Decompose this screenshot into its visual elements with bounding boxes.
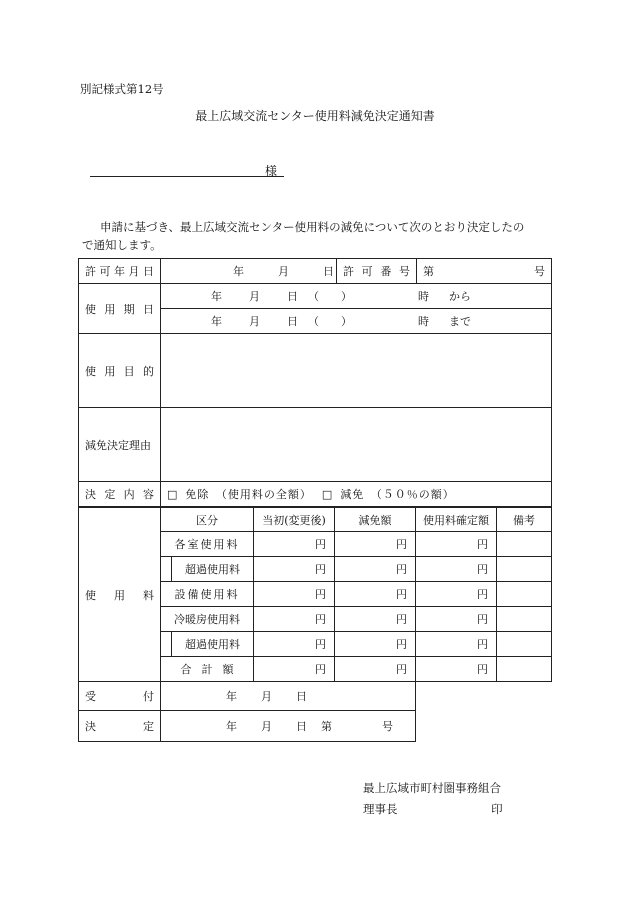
decision-option-exempt-checkbox[interactable]: □ [167,487,178,501]
fee-header-category: 区分 [161,508,254,532]
addressee-honorific: 様 [265,164,278,178]
document-title: 最上広域交流センター使用料減免決定通知書 [195,109,435,123]
permit-date-label [79,259,161,284]
fee-row-remarks [497,582,552,607]
issuer-block [363,778,503,820]
fee-row-category: 設備使用料 [161,582,254,607]
form-number: 別記様式第12号 [80,82,164,96]
receipt-table [78,681,416,742]
period-label: 使 用 期 日 [79,284,161,334]
decided-value: 年 月 日 第 号 [161,711,416,742]
reason-value [161,408,552,482]
notice-table-upper [78,258,552,507]
period-row-2: 年 月 日 （ ） 時 まで [161,309,552,334]
issuer-role: 理事長 [363,802,398,816]
issuer-org: 最上広域市町村圏事務組合 [363,781,501,795]
decided-label: 決 定 [79,711,161,742]
reason-label: 減免決定理由 [79,408,161,482]
fee-row-remarks [497,657,552,682]
fee-row-category: 冷暖房使用料 [161,607,254,632]
purpose-value [161,334,552,408]
decision-option-exempt: 免除 （使用料の全額） [185,488,312,501]
fee-total-label: 合計額 [161,657,254,682]
decision-label: 決 定 内 容 [79,482,161,507]
permit-no-label: 許 可 番 号 [337,259,417,284]
purpose-label: 使 用 目 的 [79,334,161,408]
addressee-name-line [90,176,284,177]
fee-row-remarks [497,607,552,632]
permit-date-value: 年 月 日 [161,259,337,284]
fee-header-remarks: 備考 [497,508,552,532]
fee-row-remarks [497,632,552,657]
fee-row-category: 超過使用料 [171,632,253,656]
fee-row-remarks [497,557,552,582]
fee-row-category: 各室使用料 [161,532,254,557]
receipt-label: 受 付 [79,682,161,711]
permit-no-value: 第 号 [417,259,552,284]
fee-row-category: 超過使用料 [171,557,253,581]
fee-header-reduction: 減免額 [335,508,416,532]
fee-header-final: 使用料確定額 [416,508,497,532]
permit-date-label-text: 許 可 年 月 日 [85,265,154,278]
decision-option-reduction: 減免 （５０％の額） [340,488,455,501]
fee-label: 使 用 料 [79,508,161,682]
fee-table: 使 用 料 区分 当初(変更後) 減免額 使用料確定額 備考 各室使用料 円 円 円 超過使用料 円 円 円 設備使用料 円 円 円 冷暖房使用料 円 円 円 超過使用料 円 円 円 合計額 円 円 円 [78,507,552,682]
notice-body-line-2: で通知します。 [82,238,162,252]
receipt-value: 年 月 日 [161,682,416,711]
period-row-1: 年 月 日 （ ） 時 から [161,284,552,309]
fee-row-remarks [497,532,552,557]
decision-option-reduction-checkbox[interactable]: □ [321,487,333,501]
decision-value [161,482,552,507]
fee-header-original: 当初(変更後) [254,508,335,532]
notice-body-line-1: 申請に基づき、最上広域交流センター使用料の減免について次のとおり決定したの [100,220,525,234]
notice-body [82,218,552,254]
seal-mark: 印 [491,802,503,816]
